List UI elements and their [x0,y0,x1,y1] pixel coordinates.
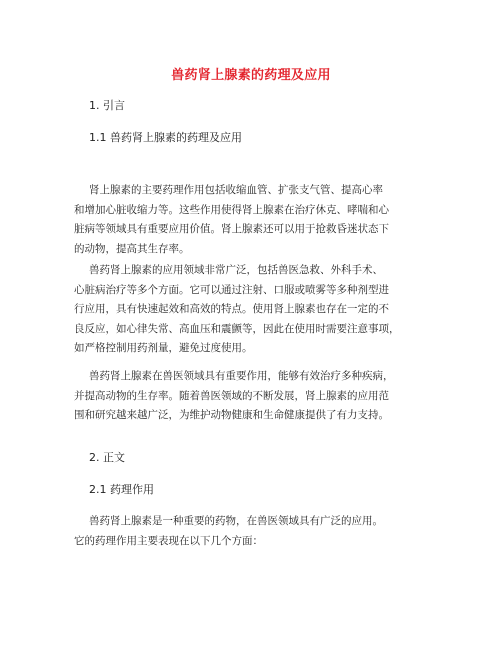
paragraph-line: 围和研究越来越广泛，为维护动物健康和生命健康提供了有力支持。 [74,409,389,421]
paragraph-line: 良反应，如心律失常、高血压和震颤等，因此在使用时需要注意事项， [74,322,400,335]
section-1-heading: 1. 引言 [89,99,125,112]
paragraph-4 [74,512,474,551]
paragraph-line: 并提高动物的生存率。随着兽医领域的不断发展，肾上腺素的应用范 [74,389,389,402]
paragraph-line: 心脏病治疗等多个方面。它可以通过注射、口服或喷雾等多种剂型进 [74,283,389,296]
paragraph-line: 肾上腺素的主要药理作用包括收缩血管、扩张支气管、提高心率 [89,184,383,196]
paragraph-3 [74,367,474,426]
paragraph-line: 它的药理作用主要表现在以下几个方面： [74,534,263,547]
section-1-1-heading: 1.1 兽药肾上腺素的药理及应用 [89,131,242,144]
paragraph-line: 和增加心脏收缩力等。这些作用使得肾上腺素在治疗休克、哮喘和心 [74,203,389,216]
section-2-1-heading: 2.1 药理作用 [89,483,154,496]
paragraph-1 [74,181,474,259]
paragraph-line: 的动物，提高其生存率。 [74,242,190,255]
paragraph-line: 行应用，具有快速起效和高效的特点。使用肾上腺素也存在一定的不 [74,303,389,315]
paragraph-line: 兽药肾上腺素的应用领域非常广泛，包括兽医急救、外科手术、 [89,264,383,276]
document-title: 兽药肾上腺素的药理及应用 [171,68,331,83]
paragraph-line: 兽药肾上腺素在兽医领域具有重要作用，能够有效治疗多种疾病， [89,370,394,382]
paragraph-line: 如严格控制用药剂量，避免过度使用。 [74,342,253,354]
paragraph-line: 兽药肾上腺素是一种重要的药物，在兽医领域具有广泛的应用。 [89,515,383,527]
paragraph-2 [74,261,474,359]
paragraph-line: 脏病等领域具有重要应用价值。肾上腺素还可以用于抢救昏迷状态下 [74,223,389,235]
section-2-heading: 2. 正文 [89,451,125,464]
